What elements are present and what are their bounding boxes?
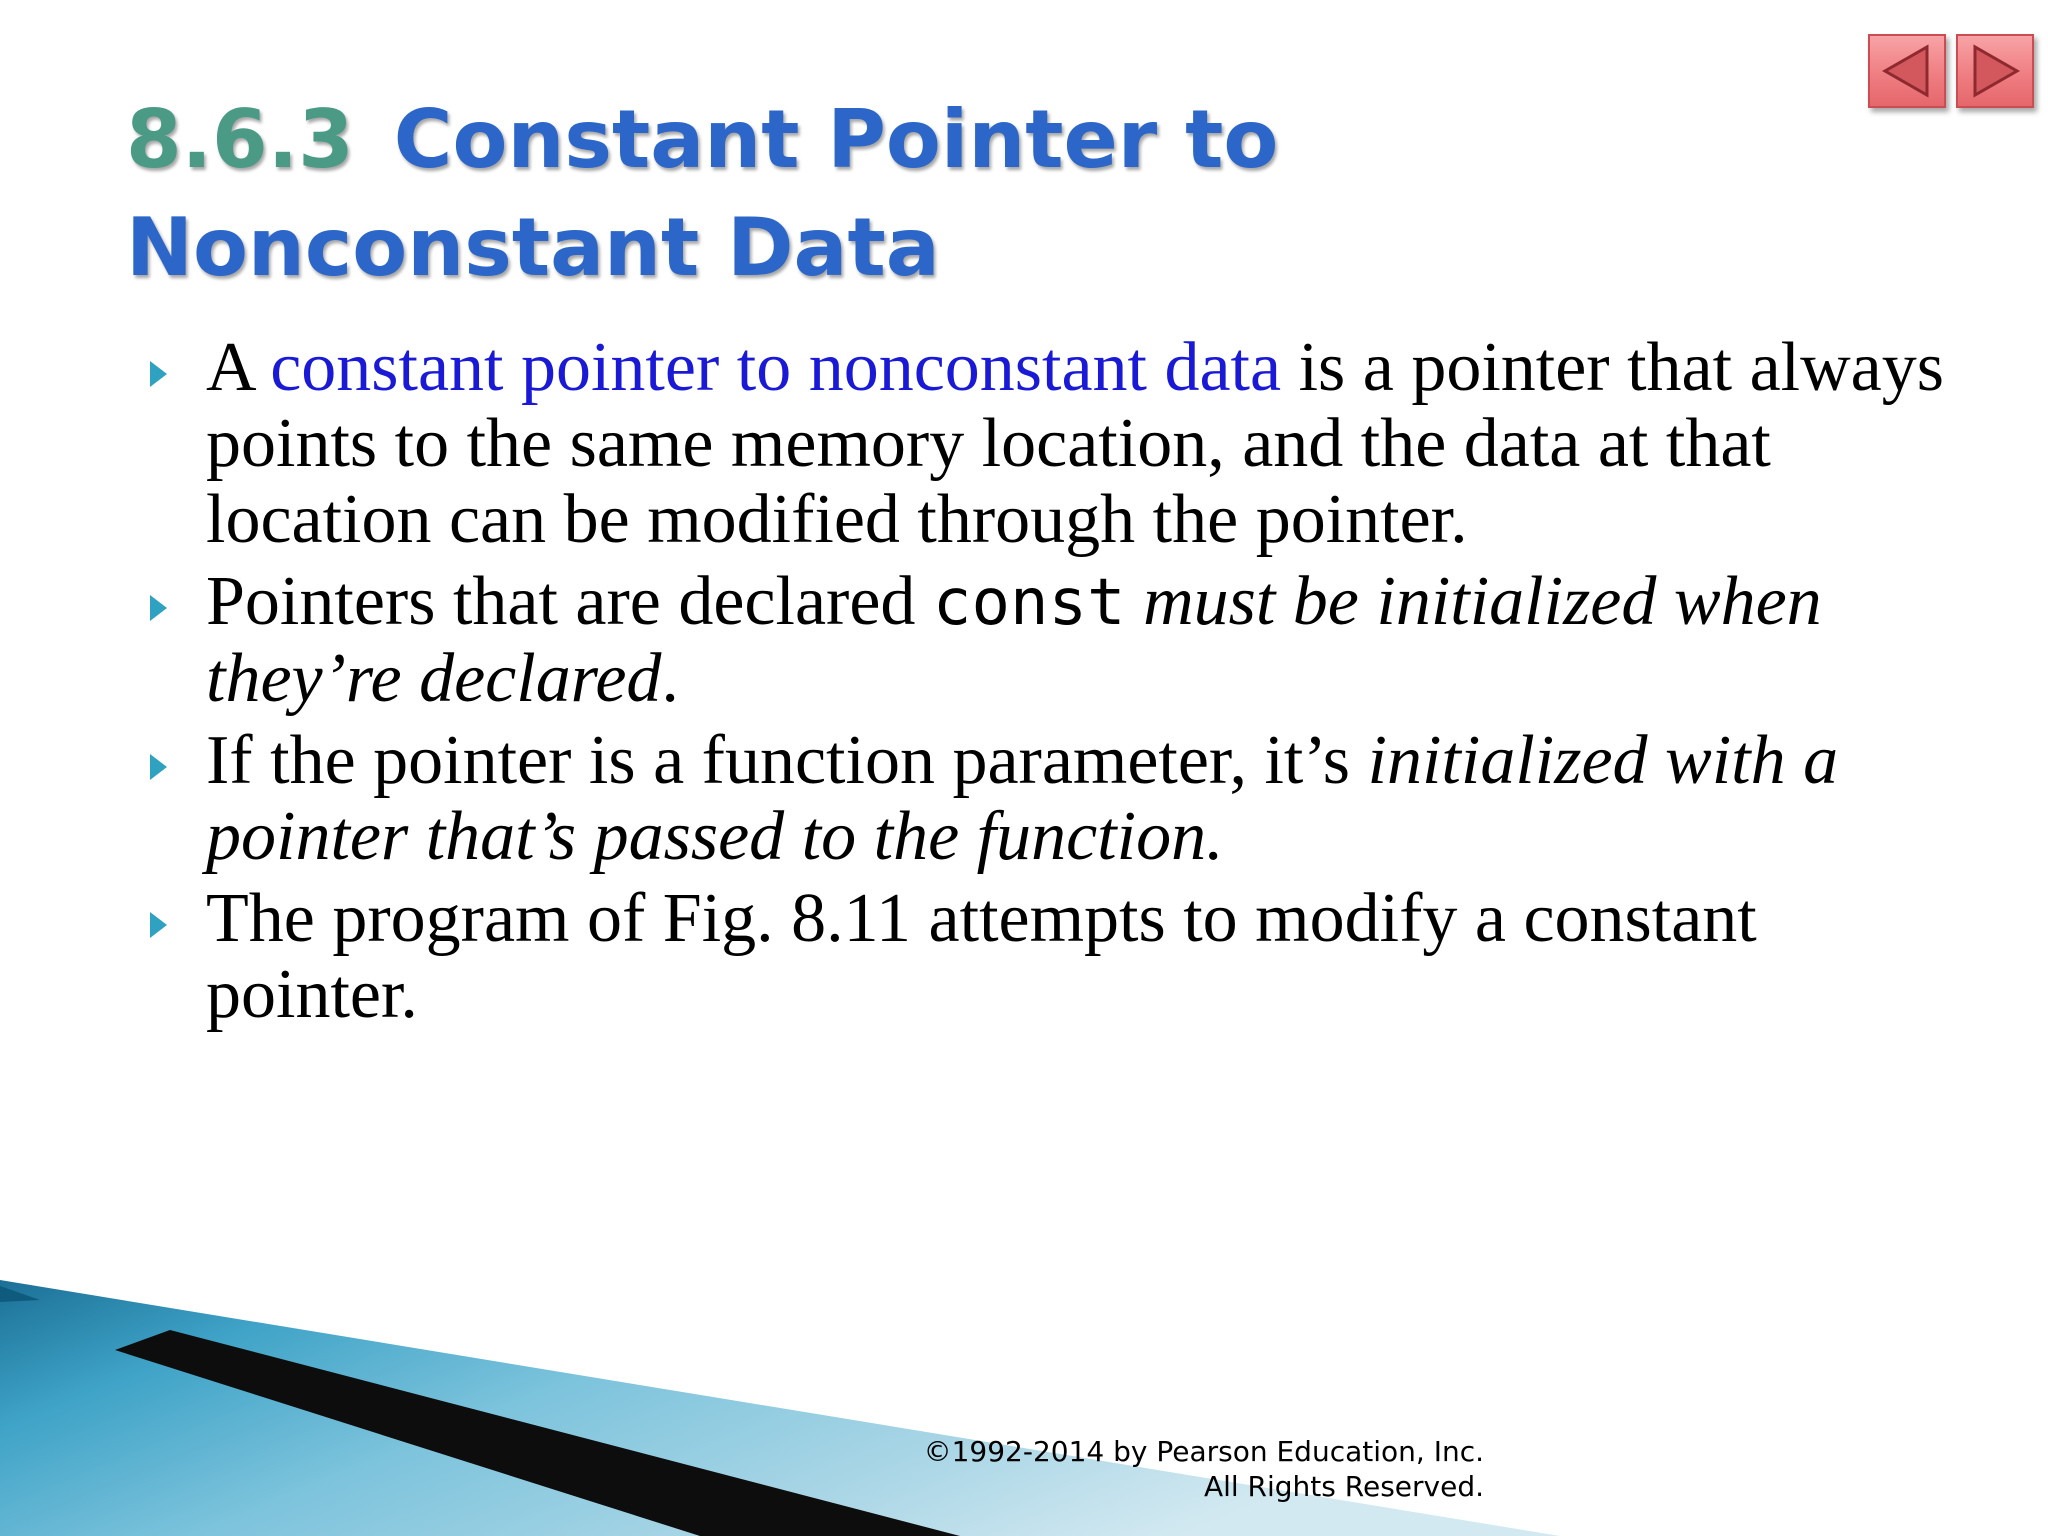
- highlighted-term: constant pointer to nonconstant data: [270, 329, 1282, 406]
- code-keyword: const: [932, 566, 1126, 640]
- bullet-item: Pointers that are declared const must be initialized when they’re declared.: [150, 564, 1950, 717]
- bullet-arrow-icon: [150, 754, 167, 780]
- bullet-item: A constant pointer to nonconstant data is a pointer that always points to the same memory location, and the data at that location can be modified through the pointer.: [150, 330, 1950, 558]
- copyright-footer: [900, 1434, 1484, 1504]
- rights-text: All Rights Reserved.: [1203, 1470, 1484, 1503]
- section-number: 8.6.3: [126, 93, 354, 186]
- prev-slide-button[interactable]: [1868, 34, 1946, 108]
- copyright-text: ©1992-2014 by Pearson Education, Inc.: [923, 1435, 1484, 1468]
- slide-title: [126, 86, 1846, 302]
- triangle-left-icon: [1879, 43, 1935, 99]
- triangle-right-icon: [1967, 43, 2023, 99]
- bullet-arrow-icon: [150, 912, 167, 938]
- italic-text: must be initialized when they’re declared: [206, 563, 1822, 717]
- bullet-item: If the pointer is a function parameter, it’s initialized with a pointer that’s passed to the function.: [150, 723, 1950, 875]
- next-slide-button[interactable]: [1956, 34, 2034, 108]
- bullet-arrow-icon: [150, 361, 167, 387]
- title-text: Constant Pointer to Nonconstant Data: [126, 93, 1279, 294]
- bullet-arrow-icon: [150, 595, 167, 621]
- bullet-item: The program of Fig. 8.11 attempts to modify a constant pointer.: [150, 881, 1950, 1033]
- bullet-list: [150, 330, 1950, 1039]
- italic-text: initialized with a pointer that’s passed to the function.: [206, 722, 1839, 875]
